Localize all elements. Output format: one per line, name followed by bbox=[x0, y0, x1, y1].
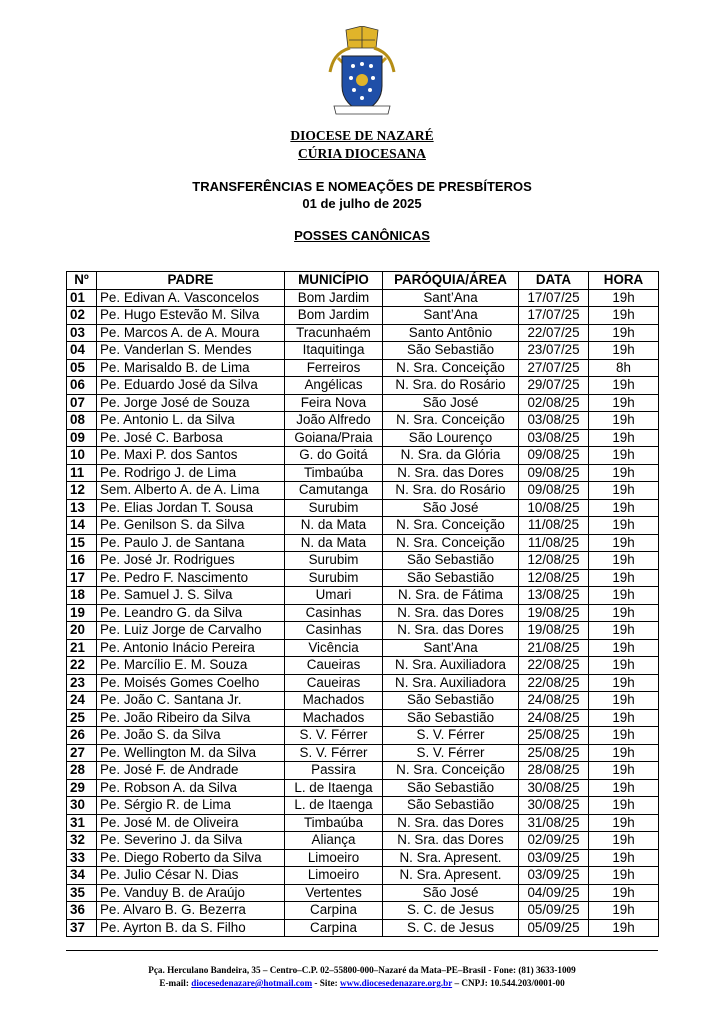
cell-hora: 19h bbox=[589, 482, 659, 500]
cell-paroquia: N. Sra. Apresent. bbox=[383, 849, 519, 867]
cell-municipio: Feira Nova bbox=[285, 394, 383, 412]
table-row bbox=[67, 499, 659, 517]
cell-padre: Pe. Diego Roberto da Silva bbox=[97, 849, 285, 867]
table-row bbox=[67, 867, 659, 885]
cell-data: 19/08/25 bbox=[519, 604, 589, 622]
table-row bbox=[67, 797, 659, 815]
cell-padre: Pe. Severino J. da Silva bbox=[97, 832, 285, 850]
table-row bbox=[67, 762, 659, 780]
cell-number: 33 bbox=[67, 849, 97, 867]
col-header-paroquia: PARÓQUIA/ÁREA bbox=[383, 272, 519, 290]
cell-data: 30/08/25 bbox=[519, 797, 589, 815]
cell-hora: 19h bbox=[589, 569, 659, 587]
cell-municipio: Angélicas bbox=[285, 377, 383, 395]
cell-municipio: Aliança bbox=[285, 832, 383, 850]
cell-hora: 19h bbox=[589, 289, 659, 307]
col-header-number: Nº bbox=[67, 272, 97, 290]
cell-padre: Pe. Julio César N. Dias bbox=[97, 867, 285, 885]
cell-paroquia: São Sebastião bbox=[383, 692, 519, 710]
cell-paroquia: N. Sra. de Fátima bbox=[383, 587, 519, 605]
table-row bbox=[67, 429, 659, 447]
cell-data: 11/08/25 bbox=[519, 517, 589, 535]
cell-number: 36 bbox=[67, 902, 97, 920]
cell-paroquia: S. C. de Jesus bbox=[383, 919, 519, 937]
table-row bbox=[67, 884, 659, 902]
cell-number: 14 bbox=[67, 517, 97, 535]
cell-data: 28/08/25 bbox=[519, 762, 589, 780]
cell-paroquia: São José bbox=[383, 394, 519, 412]
cell-number: 19 bbox=[67, 604, 97, 622]
section-title: POSSES CANÔNICAS bbox=[294, 228, 430, 243]
cell-hora: 8h bbox=[589, 359, 659, 377]
cell-number: 05 bbox=[67, 359, 97, 377]
cell-municipio: Goiana/Praia bbox=[285, 429, 383, 447]
cell-paroquia: N. Sra. Apresent. bbox=[383, 867, 519, 885]
cell-padre: Pe. Robson A. da Silva bbox=[97, 779, 285, 797]
cell-data: 19/08/25 bbox=[519, 622, 589, 640]
cell-data: 03/08/25 bbox=[519, 429, 589, 447]
cell-hora: 19h bbox=[589, 517, 659, 535]
table-row bbox=[67, 692, 659, 710]
cell-municipio: Umari bbox=[285, 587, 383, 605]
cell-number: 25 bbox=[67, 709, 97, 727]
cell-paroquia: São Sebastião bbox=[383, 797, 519, 815]
footer-email-link[interactable]: diocesedenazare@hotmail.com bbox=[191, 978, 313, 988]
cell-data: 23/07/25 bbox=[519, 342, 589, 360]
footer-email-label: E-mail: bbox=[159, 978, 192, 988]
cell-municipio: N. da Mata bbox=[285, 534, 383, 552]
cell-paroquia: N. Sra. Conceição bbox=[383, 412, 519, 430]
cell-hora: 19h bbox=[589, 919, 659, 937]
cell-number: 08 bbox=[67, 412, 97, 430]
cell-padre: Pe. Elias Jordan T. Sousa bbox=[97, 499, 285, 517]
footer-site-link[interactable]: www.diocesedenazare.org.br bbox=[339, 978, 453, 988]
table-row bbox=[67, 534, 659, 552]
cell-hora: 19h bbox=[589, 849, 659, 867]
cell-number: 26 bbox=[67, 727, 97, 745]
cell-padre: Pe. Leandro G. da Silva bbox=[97, 604, 285, 622]
cell-number: 13 bbox=[67, 499, 97, 517]
cell-paroquia: S. V. Férrer bbox=[383, 727, 519, 745]
cell-data: 30/08/25 bbox=[519, 779, 589, 797]
cell-data: 09/08/25 bbox=[519, 447, 589, 465]
table-row bbox=[67, 307, 659, 325]
cell-padre: Pe. José C. Barbosa bbox=[97, 429, 285, 447]
table-row bbox=[67, 622, 659, 640]
cell-paroquia: São Sebastião bbox=[383, 709, 519, 727]
cell-number: 03 bbox=[67, 324, 97, 342]
cell-number: 01 bbox=[67, 289, 97, 307]
cell-municipio: Limoeiro bbox=[285, 867, 383, 885]
table-row bbox=[67, 359, 659, 377]
cell-number: 16 bbox=[67, 552, 97, 570]
cell-hora: 19h bbox=[589, 657, 659, 675]
cell-municipio: Bom Jardim bbox=[285, 307, 383, 325]
cell-number: 35 bbox=[67, 884, 97, 902]
cell-data: 22/07/25 bbox=[519, 324, 589, 342]
cell-number: 15 bbox=[67, 534, 97, 552]
cell-data: 24/08/25 bbox=[519, 692, 589, 710]
cell-municipio: Carpina bbox=[285, 919, 383, 937]
cell-hora: 19h bbox=[589, 884, 659, 902]
cell-padre: Pe. Marcos A. de A. Moura bbox=[97, 324, 285, 342]
cell-number: 17 bbox=[67, 569, 97, 587]
cell-paroquia: S. V. Férrer bbox=[383, 744, 519, 762]
cell-municipio: Caueiras bbox=[285, 674, 383, 692]
cell-hora: 19h bbox=[589, 394, 659, 412]
cell-data: 05/09/25 bbox=[519, 902, 589, 920]
cell-paroquia: São Sebastião bbox=[383, 569, 519, 587]
cell-municipio: Bom Jardim bbox=[285, 289, 383, 307]
cell-municipio: Machados bbox=[285, 709, 383, 727]
cell-paroquia: Santo Antônio bbox=[383, 324, 519, 342]
cell-data: 02/08/25 bbox=[519, 394, 589, 412]
cell-number: 18 bbox=[67, 587, 97, 605]
cell-municipio: Timbaúba bbox=[285, 464, 383, 482]
document-date: 01 de julho de 2025 bbox=[302, 196, 422, 211]
cell-hora: 19h bbox=[589, 779, 659, 797]
footer-divider bbox=[66, 950, 658, 951]
cell-hora: 19h bbox=[589, 639, 659, 657]
table-row bbox=[67, 324, 659, 342]
cell-hora: 19h bbox=[589, 744, 659, 762]
table-row bbox=[67, 464, 659, 482]
cell-data: 22/08/25 bbox=[519, 657, 589, 675]
cell-number: 30 bbox=[67, 797, 97, 815]
cell-data: 21/08/25 bbox=[519, 639, 589, 657]
cell-data: 02/09/25 bbox=[519, 832, 589, 850]
table-row bbox=[67, 709, 659, 727]
cell-hora: 19h bbox=[589, 464, 659, 482]
diocese-emblem-icon bbox=[316, 26, 408, 118]
table-row bbox=[67, 902, 659, 920]
cell-municipio: Carpina bbox=[285, 902, 383, 920]
cell-data: 12/08/25 bbox=[519, 552, 589, 570]
table-row bbox=[67, 657, 659, 675]
cell-hora: 19h bbox=[589, 832, 659, 850]
cell-data: 25/08/25 bbox=[519, 744, 589, 762]
curia-name: CÚRIA DIOCESANA bbox=[298, 146, 426, 161]
table-row bbox=[67, 639, 659, 657]
cell-municipio: Itaquitinga bbox=[285, 342, 383, 360]
cell-municipio: Casinhas bbox=[285, 604, 383, 622]
col-header-data: DATA bbox=[519, 272, 589, 290]
cell-paroquia: N. Sra. Auxiliadora bbox=[383, 674, 519, 692]
cell-municipio: Vertentes bbox=[285, 884, 383, 902]
cell-municipio: L. de Itaenga bbox=[285, 797, 383, 815]
cell-paroquia: N. Sra. Conceição bbox=[383, 534, 519, 552]
cell-number: 04 bbox=[67, 342, 97, 360]
cell-hora: 19h bbox=[589, 797, 659, 815]
table-row bbox=[67, 289, 659, 307]
cell-data: 27/07/25 bbox=[519, 359, 589, 377]
cell-municipio: Tracunhaém bbox=[285, 324, 383, 342]
cell-padre: Pe. Antonio L. da Silva bbox=[97, 412, 285, 430]
table-row bbox=[67, 604, 659, 622]
cell-municipio: G. do Goitá bbox=[285, 447, 383, 465]
table-row bbox=[67, 552, 659, 570]
cell-number: 23 bbox=[67, 674, 97, 692]
cell-hora: 19h bbox=[589, 604, 659, 622]
cell-padre: Pe. José M. de Oliveira bbox=[97, 814, 285, 832]
cell-number: 24 bbox=[67, 692, 97, 710]
cell-paroquia: S. C. de Jesus bbox=[383, 902, 519, 920]
table-row bbox=[67, 674, 659, 692]
cell-paroquia: São Sebastião bbox=[383, 342, 519, 360]
cell-municipio: Timbaúba bbox=[285, 814, 383, 832]
cell-paroquia: N. Sra. das Dores bbox=[383, 604, 519, 622]
cell-data: 24/08/25 bbox=[519, 709, 589, 727]
cell-padre: Pe. Rodrigo J. de Lima bbox=[97, 464, 285, 482]
table-body bbox=[67, 289, 659, 937]
cell-hora: 19h bbox=[589, 552, 659, 570]
cell-number: 32 bbox=[67, 832, 97, 850]
table-row bbox=[67, 482, 659, 500]
cell-municipio: L. de Itaenga bbox=[285, 779, 383, 797]
cell-municipio: Surubim bbox=[285, 499, 383, 517]
cell-data: 03/09/25 bbox=[519, 849, 589, 867]
cell-hora: 19h bbox=[589, 342, 659, 360]
cell-number: 37 bbox=[67, 919, 97, 937]
posses-table bbox=[66, 271, 659, 937]
cell-padre: Pe. Moisés Gomes Coelho bbox=[97, 674, 285, 692]
cell-hora: 19h bbox=[589, 499, 659, 517]
table-row bbox=[67, 727, 659, 745]
cell-padre: Pe. Vanduy B. de Araújo bbox=[97, 884, 285, 902]
cell-padre: Pe. Genilson S. da Silva bbox=[97, 517, 285, 535]
cell-paroquia: São José bbox=[383, 884, 519, 902]
table-row bbox=[67, 832, 659, 850]
table-row bbox=[67, 517, 659, 535]
cell-padre: Pe. Maxi P. dos Santos bbox=[97, 447, 285, 465]
cell-hora: 19h bbox=[589, 412, 659, 430]
table-row bbox=[67, 412, 659, 430]
cell-padre: Pe. José F. de Andrade bbox=[97, 762, 285, 780]
cell-hora: 19h bbox=[589, 377, 659, 395]
footer-site-label: - Site: bbox=[312, 978, 340, 988]
cell-number: 22 bbox=[67, 657, 97, 675]
cell-number: 31 bbox=[67, 814, 97, 832]
cell-padre: Pe. José Jr. Rodrigues bbox=[97, 552, 285, 570]
cell-hora: 19h bbox=[589, 692, 659, 710]
col-header-hora: HORA bbox=[589, 272, 659, 290]
cell-hora: 19h bbox=[589, 622, 659, 640]
cell-padre: Pe. Alvaro B. G. Bezerra bbox=[97, 902, 285, 920]
cell-paroquia: N. Sra. das Dores bbox=[383, 622, 519, 640]
cell-data: 03/09/25 bbox=[519, 867, 589, 885]
cell-data: 22/08/25 bbox=[519, 674, 589, 692]
table-row bbox=[67, 342, 659, 360]
cell-hora: 19h bbox=[589, 867, 659, 885]
cell-padre: Pe. Eduardo José da Silva bbox=[97, 377, 285, 395]
cell-data: 05/09/25 bbox=[519, 919, 589, 937]
cell-paroquia: Sant’Ana bbox=[383, 639, 519, 657]
cell-paroquia: N. Sra. das Dores bbox=[383, 832, 519, 850]
cell-number: 09 bbox=[67, 429, 97, 447]
table-row bbox=[67, 744, 659, 762]
cell-data: 03/08/25 bbox=[519, 412, 589, 430]
cell-data: 31/08/25 bbox=[519, 814, 589, 832]
table-row bbox=[67, 569, 659, 587]
cell-hora: 19h bbox=[589, 307, 659, 325]
cell-data: 09/08/25 bbox=[519, 482, 589, 500]
cell-municipio: S. V. Férrer bbox=[285, 744, 383, 762]
cell-paroquia: N. Sra. da Glória bbox=[383, 447, 519, 465]
table-row bbox=[67, 394, 659, 412]
cell-paroquia: Sant’Ana bbox=[383, 289, 519, 307]
cell-padre: Pe. Luiz Jorge de Carvalho bbox=[97, 622, 285, 640]
table-row bbox=[67, 447, 659, 465]
table-row bbox=[67, 849, 659, 867]
cell-municipio: Casinhas bbox=[285, 622, 383, 640]
cell-padre: Pe. Jorge José de Souza bbox=[97, 394, 285, 412]
cell-padre: Pe. Wellington M. da Silva bbox=[97, 744, 285, 762]
cell-padre: Pe. Pedro F. Nascimento bbox=[97, 569, 285, 587]
cell-number: 21 bbox=[67, 639, 97, 657]
table-header-row bbox=[67, 272, 659, 290]
cell-number: 02 bbox=[67, 307, 97, 325]
cell-number: 34 bbox=[67, 867, 97, 885]
table-row bbox=[67, 919, 659, 937]
cell-data: 13/08/25 bbox=[519, 587, 589, 605]
table-row bbox=[67, 779, 659, 797]
document-title: TRANSFERÊNCIAS E NOMEAÇÕES DE PRESBÍTEROS bbox=[192, 179, 532, 194]
cell-municipio: Surubim bbox=[285, 569, 383, 587]
table-row bbox=[67, 814, 659, 832]
cell-paroquia: N. Sra. Conceição bbox=[383, 359, 519, 377]
cell-padre: Pe. Paulo J. de Santana bbox=[97, 534, 285, 552]
cell-paroquia: São Sebastião bbox=[383, 552, 519, 570]
cell-paroquia: São Sebastião bbox=[383, 779, 519, 797]
cell-paroquia: São Lourenço bbox=[383, 429, 519, 447]
cell-number: 28 bbox=[67, 762, 97, 780]
cell-padre: Pe. João C. Santana Jr. bbox=[97, 692, 285, 710]
cell-data: 12/08/25 bbox=[519, 569, 589, 587]
cell-hora: 19h bbox=[589, 762, 659, 780]
cell-padre: Pe. Edivan A. Vasconcelos bbox=[97, 289, 285, 307]
cell-paroquia: N. Sra. Auxiliadora bbox=[383, 657, 519, 675]
cell-number: 27 bbox=[67, 744, 97, 762]
cell-hora: 19h bbox=[589, 447, 659, 465]
cell-paroquia: Sant’Ana bbox=[383, 307, 519, 325]
cell-municipio: Machados bbox=[285, 692, 383, 710]
cell-paroquia: N. Sra. Conceição bbox=[383, 762, 519, 780]
cell-hora: 19h bbox=[589, 727, 659, 745]
cell-paroquia: São José bbox=[383, 499, 519, 517]
cell-hora: 19h bbox=[589, 324, 659, 342]
cell-padre: Pe. Marcílio E. M. Souza bbox=[97, 657, 285, 675]
cell-paroquia: N. Sra. do Rosário bbox=[383, 482, 519, 500]
cell-number: 06 bbox=[67, 377, 97, 395]
cell-padre: Sem. Alberto A. de A. Lima bbox=[97, 482, 285, 500]
cell-municipio: Passira bbox=[285, 762, 383, 780]
cell-data: 17/07/25 bbox=[519, 289, 589, 307]
footer-address: Pça. Herculano Bandeira, 35 – Centro–C.P. 02–55800-000–Nazaré da Mata–PE–Brasil - Fone: (81) 3633-1009 bbox=[148, 965, 576, 975]
cell-municipio: N. da Mata bbox=[285, 517, 383, 535]
cell-hora: 19h bbox=[589, 902, 659, 920]
table-row bbox=[67, 587, 659, 605]
cell-number: 10 bbox=[67, 447, 97, 465]
cell-data: 09/08/25 bbox=[519, 464, 589, 482]
cell-data: 04/09/25 bbox=[519, 884, 589, 902]
cell-number: 12 bbox=[67, 482, 97, 500]
cell-municipio: S. V. Férrer bbox=[285, 727, 383, 745]
cell-padre: Pe. Hugo Estevão M. Silva bbox=[97, 307, 285, 325]
cell-data: 25/08/25 bbox=[519, 727, 589, 745]
cell-data: 29/07/25 bbox=[519, 377, 589, 395]
footer-cnpj: – CNPJ: 10.544.203/0001-00 bbox=[452, 978, 565, 988]
cell-paroquia: N. Sra. Conceição bbox=[383, 517, 519, 535]
diocese-name: DIOCESE DE NAZARÉ bbox=[290, 128, 434, 143]
cell-padre: Pe. Ayrton B. da S. Filho bbox=[97, 919, 285, 937]
cell-padre: Pe. João Ribeiro da Silva bbox=[97, 709, 285, 727]
cell-padre: Pe. Marisaldo B. de Lima bbox=[97, 359, 285, 377]
cell-municipio: Limoeiro bbox=[285, 849, 383, 867]
cell-hora: 19h bbox=[589, 814, 659, 832]
cell-number: 29 bbox=[67, 779, 97, 797]
table-row bbox=[67, 377, 659, 395]
cell-data: 11/08/25 bbox=[519, 534, 589, 552]
cell-data: 17/07/25 bbox=[519, 307, 589, 325]
cell-municipio: Caueiras bbox=[285, 657, 383, 675]
cell-municipio: Vicência bbox=[285, 639, 383, 657]
cell-paroquia: N. Sra. do Rosário bbox=[383, 377, 519, 395]
cell-municipio: Surubim bbox=[285, 552, 383, 570]
cell-number: 11 bbox=[67, 464, 97, 482]
cell-padre: Pe. Antonio Inácio Pereira bbox=[97, 639, 285, 657]
col-header-municipio: MUNICÍPIO bbox=[285, 272, 383, 290]
cell-hora: 19h bbox=[589, 709, 659, 727]
footer-contact bbox=[0, 978, 724, 988]
cell-municipio: Ferreiros bbox=[285, 359, 383, 377]
cell-padre: Pe. Vanderlan S. Mendes bbox=[97, 342, 285, 360]
cell-hora: 19h bbox=[589, 429, 659, 447]
cell-padre: Pe. Samuel J. S. Silva bbox=[97, 587, 285, 605]
col-header-padre: PADRE bbox=[97, 272, 285, 290]
cell-padre: Pe. Sérgio R. de Lima bbox=[97, 797, 285, 815]
cell-municipio: Camutanga bbox=[285, 482, 383, 500]
cell-data: 10/08/25 bbox=[519, 499, 589, 517]
cell-padre: Pe. João S. da Silva bbox=[97, 727, 285, 745]
cell-hora: 19h bbox=[589, 587, 659, 605]
cell-municipio: João Alfredo bbox=[285, 412, 383, 430]
cell-hora: 19h bbox=[589, 534, 659, 552]
cell-number: 07 bbox=[67, 394, 97, 412]
cell-hora: 19h bbox=[589, 674, 659, 692]
cell-paroquia: N. Sra. das Dores bbox=[383, 464, 519, 482]
cell-paroquia: N. Sra. das Dores bbox=[383, 814, 519, 832]
cell-number: 20 bbox=[67, 622, 97, 640]
